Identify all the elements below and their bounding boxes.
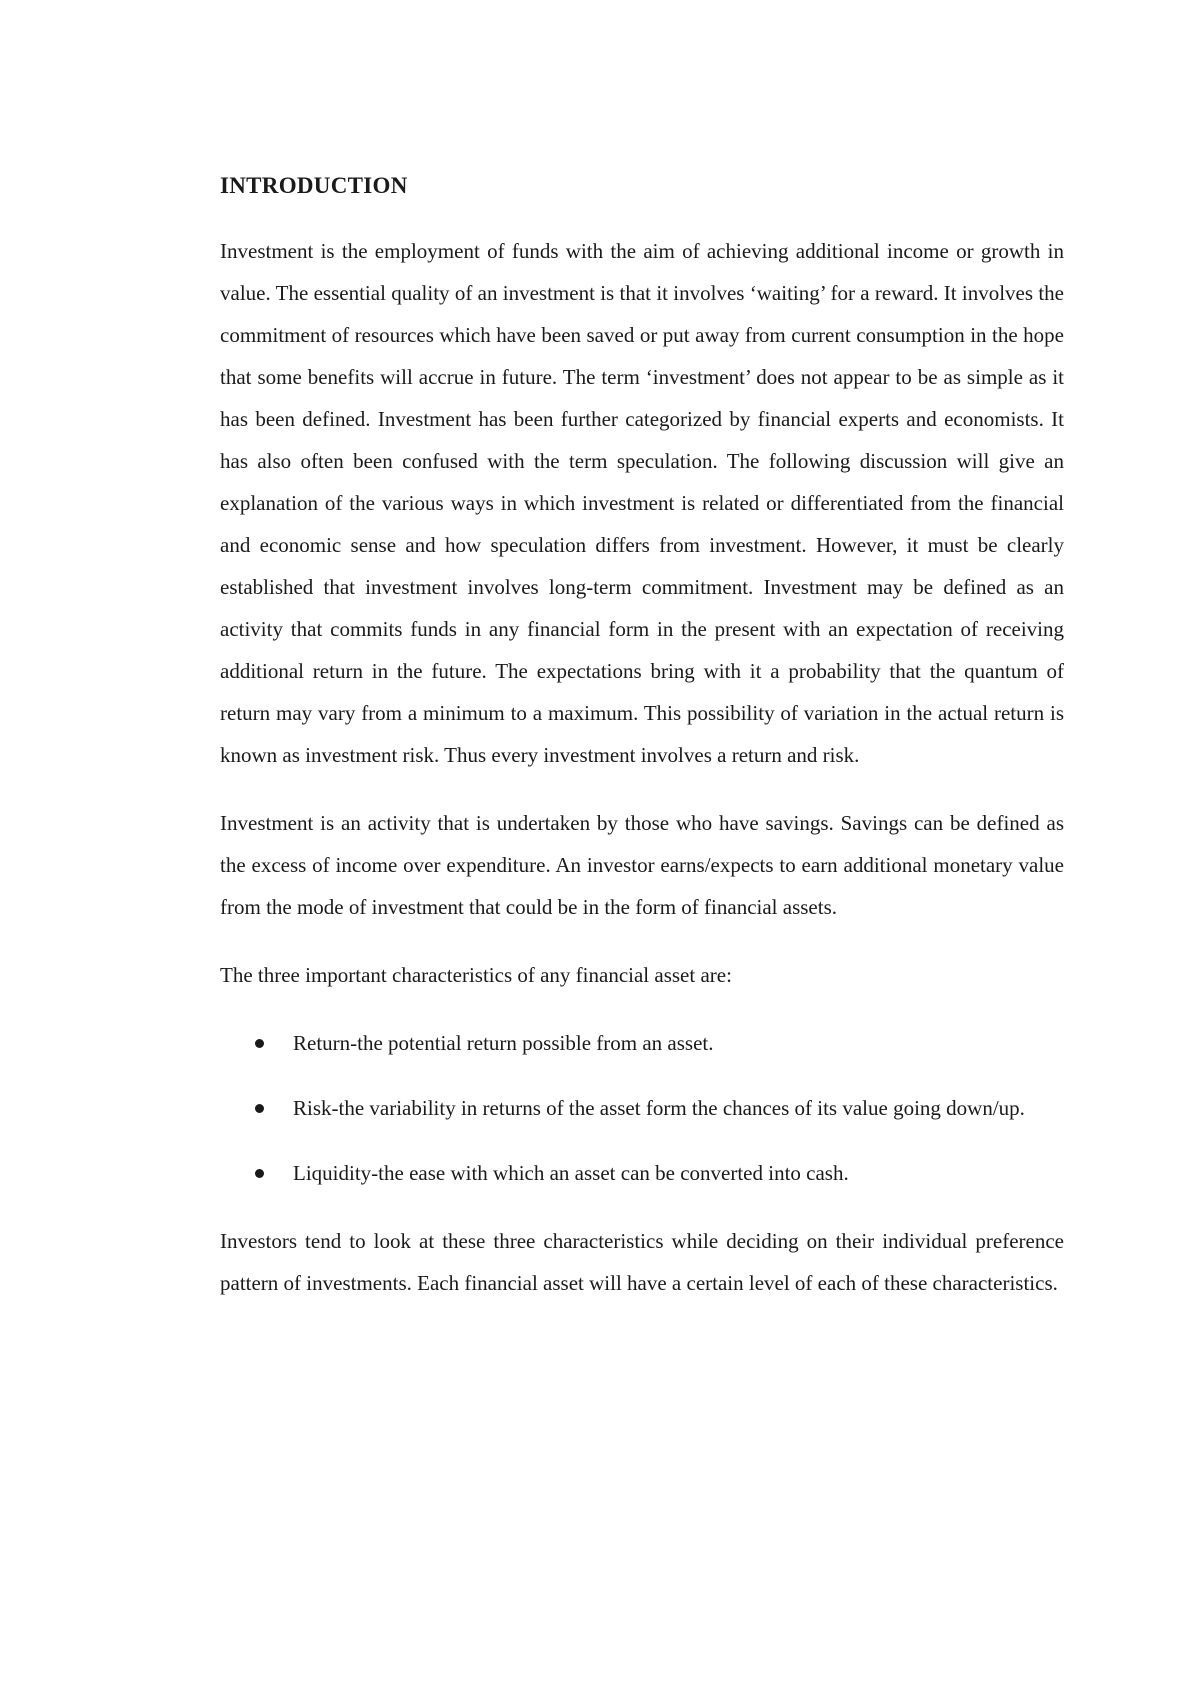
list-item-risk [220,1087,1064,1129]
paragraph-closing: Investors tend to look at these three characteristics while deciding on their individual preference pattern of investments. Each financial asset will have a certain level of each of these characteristics. [220,1229,1064,1295]
document-body [220,170,1064,1330]
bullet-icon [255,1169,264,1178]
list-intro: The three important characteristics of any financial asset are: [220,963,732,987]
list-item-return [220,1022,1064,1064]
list-item-text: Risk-the variability in returns of the asset form the chances of its value going down/up. [293,1096,1025,1120]
bullet-icon [255,1104,264,1113]
list-item-liquidity [220,1152,1064,1194]
paragraph-definition: Investment is the employment of funds with the aim of achieving additional income or growth in value. The essential quality of an investment is that it involves ‘waiting’ for a reward. It involves the commitment of resources which have been saved or put away from current consumption in the hope that some benefits will accrue in future. The term ‘investment’ does not appear to be as simple as it has been defined. Investment has been further categorized by financial experts and economists. It has also often been confused with the term speculation. The following discussion will give an explanation of the various ways in which investment is related or differentiated from the financial and economic sense and how speculation differs from investment. However, it must be clearly established that investment involves long-term commitment. Investment may be defined as an activity that commits funds in any financial form in the present with an expectation of receiving additional return in the future. The expectations bring with it a probability that the quantum of return may vary from a minimum to a maximum. This possibility of variation in the actual return is known as investment risk. Thus every investment involves a return and risk. [220,239,1064,767]
list-item-text: Liquidity-the ease with which an asset can be converted into cash. [293,1161,849,1185]
page-title: INTRODUCTION [220,173,408,198]
characteristics-list [220,1022,1064,1194]
list-item-text: Return-the potential return possible from an asset. [293,1031,714,1055]
bullet-icon [255,1039,264,1048]
paragraph-savings: Investment is an activity that is undertaken by those who have savings. Savings can be defined as the excess of income over expenditure. An investor earns/expects to earn additional monetary value from the mode of investment that could be in the form of financial assets. [220,811,1064,919]
